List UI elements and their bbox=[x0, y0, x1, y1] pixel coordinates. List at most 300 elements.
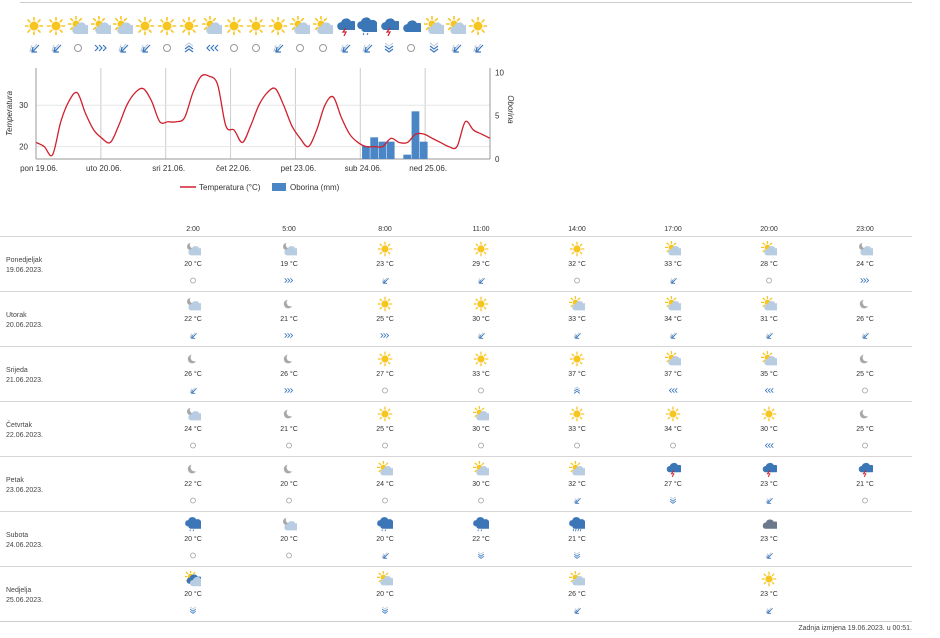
wind-sw-icon bbox=[572, 602, 582, 611]
calm-icon bbox=[860, 437, 870, 446]
sun-icon bbox=[761, 571, 777, 587]
forecast-cell bbox=[269, 237, 309, 292]
storm-icon bbox=[379, 16, 399, 36]
x-day-label: sub 24.06. bbox=[344, 164, 382, 173]
temperature-value: 25 °C bbox=[856, 371, 874, 378]
hour-header: 23:00 bbox=[856, 226, 874, 233]
sun-cloud-icon bbox=[377, 461, 393, 477]
sun-cloud-icon bbox=[665, 351, 681, 367]
temperature-value: 26 °C bbox=[568, 591, 586, 598]
sun-icon bbox=[377, 351, 393, 367]
wind-sw-icon bbox=[572, 492, 582, 501]
cloud-night-icon bbox=[185, 406, 201, 422]
hour-header: 14:00 bbox=[568, 226, 586, 233]
day-date: 19.06.2023. bbox=[6, 267, 43, 274]
sun-cloud-icon bbox=[113, 16, 133, 36]
forecast-cell bbox=[653, 237, 693, 292]
moon-icon bbox=[185, 351, 201, 367]
forecast-cell bbox=[365, 512, 405, 567]
calm-icon bbox=[293, 41, 307, 53]
storm-icon bbox=[335, 16, 355, 36]
wind-sw-icon bbox=[49, 41, 63, 53]
cloud-icon bbox=[401, 16, 421, 36]
temperature-value: 37 °C bbox=[664, 371, 682, 378]
forecast-cell bbox=[365, 292, 405, 347]
day-name: Utorak bbox=[6, 312, 27, 319]
sun-icon bbox=[761, 406, 777, 422]
temperature-value: 20 °C bbox=[184, 261, 202, 268]
forecast-cell bbox=[557, 457, 597, 512]
temperature-value: 24 °C bbox=[184, 426, 202, 433]
wind-w-icon bbox=[668, 382, 678, 391]
forecast-cell bbox=[845, 402, 885, 457]
sun-cloud-icon bbox=[569, 571, 585, 587]
cloud-night-icon bbox=[185, 296, 201, 312]
forecast-cell bbox=[557, 567, 597, 622]
moon-icon bbox=[185, 461, 201, 477]
wind-e-icon bbox=[284, 327, 294, 336]
temperature-value: 19 °C bbox=[280, 261, 298, 268]
forecast-cell bbox=[845, 457, 885, 512]
forecast-cell bbox=[461, 237, 501, 292]
wind-sw-icon bbox=[188, 382, 198, 391]
day-name: Nedjelja bbox=[6, 587, 32, 594]
temperature-value: 23 °C bbox=[760, 591, 778, 598]
hour-header: 20:00 bbox=[760, 226, 778, 233]
moon-icon bbox=[857, 296, 873, 312]
forecast-cell bbox=[749, 237, 789, 292]
day-date: 20.06.2023. bbox=[6, 322, 43, 329]
sun-cloud-icon bbox=[761, 241, 777, 257]
temperature-value: 35 °C bbox=[760, 371, 778, 378]
wind-sw-icon bbox=[476, 272, 486, 281]
wind-s-icon bbox=[427, 41, 441, 53]
temperature-value: 27 °C bbox=[664, 481, 682, 488]
wind-sw-icon bbox=[380, 547, 390, 556]
wind-w-icon bbox=[764, 437, 774, 446]
sun-cloud-icon bbox=[377, 571, 393, 587]
forecast-cell bbox=[461, 457, 501, 512]
sun-icon bbox=[665, 406, 681, 422]
sun-icon bbox=[246, 16, 266, 36]
sun-icon bbox=[377, 296, 393, 312]
sun-cloud-icon bbox=[313, 16, 333, 36]
last-modified-note: Zadnja izmjena 19.06.2023. u 00:51. bbox=[798, 625, 912, 632]
wind-sw-icon bbox=[471, 41, 485, 53]
wind-s-icon bbox=[668, 492, 678, 501]
forecast-cell bbox=[173, 237, 213, 292]
strip-slot bbox=[133, 14, 157, 58]
day-date: 25.06.2023. bbox=[6, 597, 43, 604]
temperature-value: 21 °C bbox=[856, 481, 874, 488]
temperature-value: 33 °C bbox=[472, 371, 490, 378]
moon-icon bbox=[857, 351, 873, 367]
strip-slot bbox=[222, 14, 246, 58]
forecast-cell bbox=[845, 237, 885, 292]
legend-precip-swatch bbox=[272, 183, 286, 191]
sun-cloud-icon bbox=[473, 406, 489, 422]
wind-sw-icon bbox=[668, 327, 678, 336]
forecast-cell bbox=[365, 567, 405, 622]
hour-header: 11:00 bbox=[472, 226, 490, 233]
calm-icon bbox=[380, 492, 390, 501]
top-divider bbox=[20, 2, 912, 3]
wind-sw-icon bbox=[271, 41, 285, 53]
forecast-cell bbox=[269, 512, 309, 567]
forecast-cell bbox=[461, 347, 501, 402]
sun-icon bbox=[468, 16, 488, 36]
calm-icon bbox=[188, 547, 198, 556]
forecast-cell bbox=[461, 292, 501, 347]
hour-header: 8:00 bbox=[378, 226, 392, 233]
calm-icon bbox=[380, 382, 390, 391]
strip-slot bbox=[200, 14, 224, 58]
sun-big-cloud-icon bbox=[185, 571, 201, 587]
calm-icon bbox=[188, 492, 198, 501]
sun-cloud-icon bbox=[473, 461, 489, 477]
calm-icon bbox=[476, 492, 486, 501]
wind-sw-icon bbox=[764, 602, 774, 611]
sun-icon bbox=[157, 16, 177, 36]
forecast-cell bbox=[173, 347, 213, 402]
forecast-cell bbox=[173, 457, 213, 512]
rain-icon bbox=[185, 516, 201, 532]
temperature-value: 33 °C bbox=[568, 316, 586, 323]
temperature-value: 25 °C bbox=[376, 426, 394, 433]
temperature-value: 20 °C bbox=[376, 536, 394, 543]
forecast-cell bbox=[173, 512, 213, 567]
precip-bar bbox=[412, 111, 420, 159]
temperature-value: 21 °C bbox=[568, 536, 586, 543]
moon-icon bbox=[281, 351, 297, 367]
day-date: 22.06.2023. bbox=[6, 432, 43, 439]
temperature-value: 30 °C bbox=[472, 426, 490, 433]
moon-icon bbox=[281, 461, 297, 477]
sun-cloud-icon bbox=[665, 296, 681, 312]
storm-icon bbox=[857, 461, 873, 477]
strip-slot bbox=[466, 14, 490, 58]
wind-s-icon bbox=[380, 602, 390, 611]
sun-icon bbox=[377, 406, 393, 422]
calm-icon bbox=[860, 382, 870, 391]
strip-slot bbox=[333, 14, 357, 58]
temperature-value: 22 °C bbox=[472, 536, 490, 543]
forecast-cell bbox=[653, 457, 693, 512]
day-row bbox=[0, 346, 912, 401]
sun-icon bbox=[569, 351, 585, 367]
temperature-value: 23 °C bbox=[760, 536, 778, 543]
calm-icon bbox=[284, 492, 294, 501]
y-right-tick-label: 5 bbox=[495, 111, 500, 121]
temperature-value: 34 °C bbox=[664, 316, 682, 323]
forecast-icon-strip bbox=[22, 14, 488, 58]
wind-e-icon bbox=[94, 41, 108, 53]
temperature-value: 29 °C bbox=[472, 261, 490, 268]
sun-icon bbox=[135, 16, 155, 36]
y-right-tick-label: 10 bbox=[495, 68, 504, 78]
strip-slot bbox=[66, 14, 90, 58]
sun-cloud-icon bbox=[761, 351, 777, 367]
temperature-value: 34 °C bbox=[664, 426, 682, 433]
temperature-value: 32 °C bbox=[568, 261, 586, 268]
day-name: Srijeda bbox=[6, 367, 28, 374]
strip-slot bbox=[399, 14, 423, 58]
temperature-value: 24 °C bbox=[376, 481, 394, 488]
rain-icon bbox=[357, 16, 377, 36]
y-left-tick-label: 30 bbox=[19, 101, 28, 111]
calm-icon bbox=[668, 437, 678, 446]
temperature-value: 30 °C bbox=[472, 481, 490, 488]
forecast-cell bbox=[557, 237, 597, 292]
precip-bar bbox=[370, 137, 378, 159]
day-name: Petak bbox=[6, 477, 24, 484]
strip-slot bbox=[155, 14, 179, 58]
forecast-cell bbox=[173, 567, 213, 622]
sun-icon bbox=[268, 16, 288, 36]
forecast-cell bbox=[845, 292, 885, 347]
y-left-tick-label: 20 bbox=[19, 142, 28, 152]
sun-icon bbox=[46, 16, 66, 36]
calm-icon bbox=[476, 437, 486, 446]
temperature-value: 20 °C bbox=[376, 591, 394, 598]
hour-header: 2:00 bbox=[186, 226, 200, 233]
forecast-cell bbox=[557, 292, 597, 347]
temperature-value: 33 °C bbox=[664, 261, 682, 268]
wind-sw-icon bbox=[572, 327, 582, 336]
calm-icon bbox=[71, 41, 85, 53]
wind-sw-icon bbox=[360, 41, 374, 53]
y-left-axis-label: Temperatura bbox=[5, 90, 14, 137]
wind-sw-icon bbox=[764, 547, 774, 556]
forecast-cell bbox=[749, 402, 789, 457]
wind-sw-icon bbox=[860, 327, 870, 336]
strip-slot bbox=[288, 14, 312, 58]
forecast-cell bbox=[269, 457, 309, 512]
wind-w-icon bbox=[764, 382, 774, 391]
temperature-value: 20 °C bbox=[184, 536, 202, 543]
forecast-cell bbox=[653, 347, 693, 402]
temperature-value: 20 °C bbox=[280, 481, 298, 488]
day-date: 23.06.2023. bbox=[6, 487, 43, 494]
strip-slot bbox=[244, 14, 268, 58]
forecast-cell bbox=[365, 402, 405, 457]
temperature-value: 37 °C bbox=[568, 371, 586, 378]
rain-icon bbox=[473, 516, 489, 532]
wind-s-icon bbox=[188, 602, 198, 611]
day-row bbox=[0, 401, 912, 456]
temperature-value: 23 °C bbox=[760, 481, 778, 488]
strip-slot bbox=[266, 14, 290, 58]
sun-icon bbox=[473, 351, 489, 367]
temperature-precipitation-chart bbox=[0, 60, 530, 200]
x-day-label: ned 25.06. bbox=[409, 164, 448, 173]
forecast-cell bbox=[269, 402, 309, 457]
sun-cloud-icon bbox=[665, 241, 681, 257]
forecast-cell bbox=[557, 512, 597, 567]
forecast-cell bbox=[365, 237, 405, 292]
strip-slot bbox=[111, 14, 135, 58]
temperature-value: 26 °C bbox=[280, 371, 298, 378]
forecast-cell bbox=[173, 292, 213, 347]
day-date: 21.06.2023. bbox=[6, 377, 43, 384]
strip-slot bbox=[311, 14, 335, 58]
calm-icon bbox=[284, 547, 294, 556]
calm-icon bbox=[860, 492, 870, 501]
sun-cloud-icon bbox=[761, 296, 777, 312]
calm-icon bbox=[188, 437, 198, 446]
day-row bbox=[0, 511, 912, 566]
day-name: Četvrtak bbox=[6, 422, 33, 429]
sun-cloud-icon bbox=[68, 16, 88, 36]
forecast-cell bbox=[749, 292, 789, 347]
strip-slot bbox=[422, 14, 446, 58]
forecast-cell bbox=[269, 347, 309, 402]
forecast-cell bbox=[749, 512, 789, 567]
calm-icon bbox=[227, 41, 241, 53]
calm-icon bbox=[404, 41, 418, 53]
forecast-cell bbox=[749, 567, 789, 622]
wind-n-icon bbox=[572, 382, 582, 391]
temperature-value: 27 °C bbox=[376, 371, 394, 378]
sun-cloud-icon bbox=[569, 296, 585, 312]
bottom-divider bbox=[0, 621, 912, 622]
wind-e-icon bbox=[380, 327, 390, 336]
temperature-value: 21 °C bbox=[280, 316, 298, 323]
day-date: 24.06.2023. bbox=[6, 542, 43, 549]
precip-bar bbox=[362, 146, 370, 159]
day-name: Ponedjeljak bbox=[6, 257, 43, 264]
forecast-cell bbox=[365, 457, 405, 512]
calm-icon bbox=[476, 382, 486, 391]
cloud-night-icon bbox=[281, 516, 297, 532]
precip-bar bbox=[387, 142, 395, 159]
temperature-value: 24 °C bbox=[856, 261, 874, 268]
forecast-cell bbox=[653, 292, 693, 347]
temperature-value: 21 °C bbox=[280, 426, 298, 433]
sun-cloud-icon bbox=[91, 16, 111, 36]
strip-slot bbox=[22, 14, 46, 58]
temperature-value: 25 °C bbox=[376, 316, 394, 323]
day-row bbox=[0, 236, 912, 291]
temperature-value: 25 °C bbox=[856, 426, 874, 433]
sun-cloud-icon bbox=[202, 16, 222, 36]
cloud-night-icon bbox=[857, 241, 873, 257]
forecast-cell bbox=[845, 347, 885, 402]
x-day-label: sri 21.06. bbox=[152, 164, 186, 173]
calm-icon bbox=[160, 41, 174, 53]
temperature-value: 20 °C bbox=[280, 536, 298, 543]
day-row bbox=[0, 566, 912, 621]
temperature-value: 23 °C bbox=[376, 261, 394, 268]
wind-e-icon bbox=[284, 382, 294, 391]
sun-icon bbox=[224, 16, 244, 36]
temperature-value: 22 °C bbox=[184, 481, 202, 488]
forecast-cell bbox=[269, 292, 309, 347]
forecast-cell bbox=[749, 347, 789, 402]
day-row bbox=[0, 456, 912, 511]
wind-e-icon bbox=[860, 272, 870, 281]
moon-icon bbox=[281, 406, 297, 422]
wind-s-icon bbox=[476, 547, 486, 556]
sun-icon bbox=[179, 16, 199, 36]
calm-icon bbox=[316, 41, 330, 53]
calm-icon bbox=[284, 437, 294, 446]
wind-sw-icon bbox=[338, 41, 352, 53]
sun-icon bbox=[24, 16, 44, 36]
sun-cloud-icon bbox=[424, 16, 444, 36]
temperature-value: 26 °C bbox=[856, 316, 874, 323]
wind-s-icon bbox=[382, 41, 396, 53]
calm-icon bbox=[249, 41, 263, 53]
precip-bar bbox=[420, 142, 428, 159]
strip-slot bbox=[377, 14, 401, 58]
wind-sw-icon bbox=[476, 327, 486, 336]
sun-icon bbox=[569, 406, 585, 422]
wind-sw-icon bbox=[116, 41, 130, 53]
wind-e-icon bbox=[284, 272, 294, 281]
wind-sw-icon bbox=[449, 41, 463, 53]
sun-icon bbox=[569, 241, 585, 257]
wind-s-icon bbox=[572, 547, 582, 556]
sun-cloud-icon bbox=[446, 16, 466, 36]
strip-slot bbox=[177, 14, 201, 58]
temperature-value: 26 °C bbox=[184, 371, 202, 378]
wind-sw-icon bbox=[668, 272, 678, 281]
calm-icon bbox=[380, 437, 390, 446]
calm-icon bbox=[572, 437, 582, 446]
calm-icon bbox=[572, 272, 582, 281]
legend-temp-label: Temperatura (°C) bbox=[199, 183, 261, 192]
temperature-value: 20 °C bbox=[184, 591, 202, 598]
x-day-label: pon 19.06. bbox=[20, 164, 58, 173]
cloud-night-icon bbox=[281, 241, 297, 257]
x-day-label: uto 20.06. bbox=[86, 164, 122, 173]
strip-slot bbox=[444, 14, 468, 58]
calm-icon bbox=[188, 272, 198, 281]
forecast-cell bbox=[653, 402, 693, 457]
temperature-value: 32 °C bbox=[568, 481, 586, 488]
calm-icon bbox=[764, 272, 774, 281]
legend-precip-label: Oborina (mm) bbox=[290, 183, 340, 192]
sun-cloud-icon bbox=[569, 461, 585, 477]
forecast-cell bbox=[749, 457, 789, 512]
temperature-value: 30 °C bbox=[760, 426, 778, 433]
temperature-value: 28 °C bbox=[760, 261, 778, 268]
x-day-label: pet 23.06. bbox=[280, 164, 317, 173]
wind-sw-icon bbox=[188, 327, 198, 336]
day-name: Subota bbox=[6, 532, 29, 539]
moon-icon bbox=[281, 296, 297, 312]
heavy-rain-icon bbox=[569, 516, 585, 532]
moon-icon bbox=[857, 406, 873, 422]
precip-bar bbox=[403, 155, 411, 159]
wind-sw-icon bbox=[764, 327, 774, 336]
temperature-value: 22 °C bbox=[184, 316, 202, 323]
temperature-value: 30 °C bbox=[472, 316, 490, 323]
wind-sw-icon bbox=[27, 41, 41, 53]
wind-w-icon bbox=[205, 41, 219, 53]
sun-icon bbox=[473, 296, 489, 312]
forecast-cell bbox=[461, 402, 501, 457]
forecast-cell bbox=[461, 512, 501, 567]
forecast-cell bbox=[557, 347, 597, 402]
x-day-label: čet 22.06. bbox=[216, 164, 252, 173]
cloud-night-icon bbox=[185, 241, 201, 257]
rain-icon bbox=[377, 516, 393, 532]
hour-header: 5:00 bbox=[282, 226, 296, 233]
strip-slot bbox=[89, 14, 113, 58]
storm-icon bbox=[761, 461, 777, 477]
